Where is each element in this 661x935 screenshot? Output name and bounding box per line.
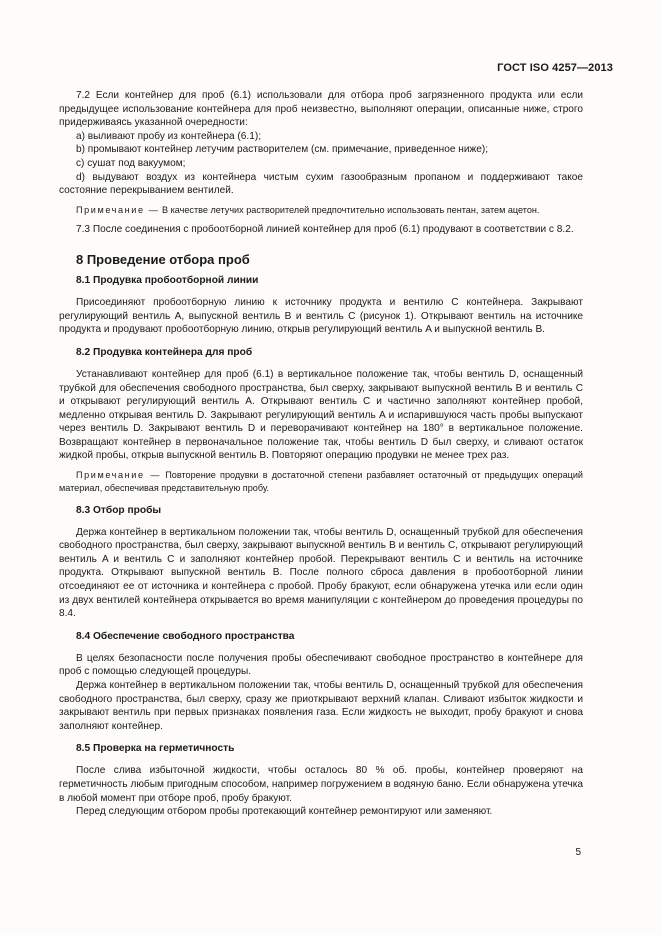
paragraph-7-3: 7.3 После соединения с пробоотборной линией контейнер для проб (6.1) продувают в соответствии с 8.2. (76, 223, 574, 235)
list-item-d: d) выдувают воздух из контейнера чистым сухим газообразным пропаном и поддерживают такое состояние перекрыванием вентилей. (59, 171, 583, 197)
paragraph-8-3: Держа контейнер в вертикальном положении так, чтобы вентиль D, оснащенный трубкой для обеспечения свободного пространства, был сверху, закрывают выпускной вентиль B и вентиль C, открывают регулирующий вентиль A и вентиль C и заполняют контейнер пробой. Перекрывают вентиль C и вентиль на источнике продукта. Открывают выпускной вентиль B. После полного сброса давления в пробоотборной линии отсоединяют ее от источника и контейнера с пробой. Пробу бракуют, если обнаружена утечка или если один из двух вентилей контейнера открывается во время манипуляции с контейнером до проведения процедуры по 8.4. (59, 526, 583, 620)
section-8-5-title: 8.5 Проверка на герметичность (76, 743, 235, 755)
note-label: Примечание — (76, 204, 160, 215)
section-8-title: 8 Проведение отбора проб (76, 252, 250, 268)
page-number: 5 (575, 847, 581, 858)
list-item-b: b) промывают контейнер летучим растворителем (см. примечание, приведенное ниже); (76, 144, 489, 156)
paragraph-8-5-2: Перед следующим отбором пробы протекающий контейнер ремонтируют или заменяют. (76, 806, 493, 818)
section-8-1-title: 8.1 Продувка пробоотборной линии (76, 275, 259, 287)
note-8-2 (59, 469, 583, 495)
note-text: Повторение продувки в достаточной степени разбавляет остаточный от предыдущих операций материал, обеспечивая представительную пробу. (59, 470, 583, 493)
note-7-2 (59, 204, 583, 217)
section-8-3-title: 8.3 Отбор пробы (76, 504, 162, 516)
section-8-2-title: 8.2 Продувка контейнера для проб (76, 346, 253, 358)
document-body (59, 89, 583, 819)
paragraph-8-1: Присоединяют пробоотборную линию к источнику продукта и вентилю C контейнера. Закрывают регулирующий вентиль A, выпускной вентиль B и вентиль C (рисунок 1). Открывают вентиль на источнике продукта и продувают пробоотборную линию, открыв регулирующий вентиль A и выпускной вентиль B. (59, 297, 583, 336)
note-label: Примечание — (76, 470, 162, 481)
list-item-a: a) выливают пробу из контейнера (6.1); (76, 130, 261, 142)
paragraph-8-2: Устанавливают контейнер для проб (6.1) в вертикальное положение так, чтобы вентиль D, оснащенный трубкой для обеспечения свободного пространства, был сверху, закрывают выпускной вентиль B и вентиль C и открывают регулирующий вентиль A. Открывают вентиль C и частично заполняют контейнер пробой, медленно открывая вентиль D. Закрывают регулирующий вентиль A и испарившуюся часть пробы выпускают через вентиль D. Закрывают вентиль D и переворачивают контейнер на 180° в вертикальное положение. Возвращают контейнер в первоначальное положение так, чтобы вентиль D был сверху, и сливают остаток жидкой пробы, открыв выпускной вентиль B. Повторяют операцию продувки не менее трех раз. (59, 368, 583, 462)
standard-header: ГОСТ ISO 4257—2013 (497, 62, 613, 74)
paragraph-8-4-2: Держа контейнер в вертикальном положении так, чтобы вентиль D, оснащенный трубкой для обеспечения свободного пространства, был сверху, сразу же приоткрывают верхний клапан. Сливают избыток жидкости и закрывают вентиль при первых признаках появления газа. Если жидкость не выходит, пробу бракуют и снова заполняют контейнер. (59, 680, 583, 732)
section-8-4-title: 8.4 Обеспечение свободного пространства (76, 630, 295, 642)
paragraph-8-4-1: В целях безопасности после получения пробы обеспечивают свободное пространство в контейнере для проб с помощью следующей процедуры. (59, 652, 583, 678)
list-item-c: c) сушат под вакуумом; (76, 157, 186, 169)
paragraph-8-5-1: После слива избыточной жидкости, чтобы осталось 80 % об. пробы, контейнер проверяют на герметичность любым пригодным способом, например погружением в водяную баню. Если обнаружена утечка в любой момент при отборе проб, пробу бракуют. (59, 765, 583, 804)
note-text: В качестве летучих растворителей предпочтительно использовать пентан, затем ацетон. (162, 204, 540, 215)
paragraph-7-2: 7.2 Если контейнер для проб (6.1) использовали для отбора проб загрязненного продукта или если предыдущее использование контейнера для проб неизвестно, выполняют операции, описанные ниже, строго придерживаясь указанной очередности: (59, 90, 583, 129)
